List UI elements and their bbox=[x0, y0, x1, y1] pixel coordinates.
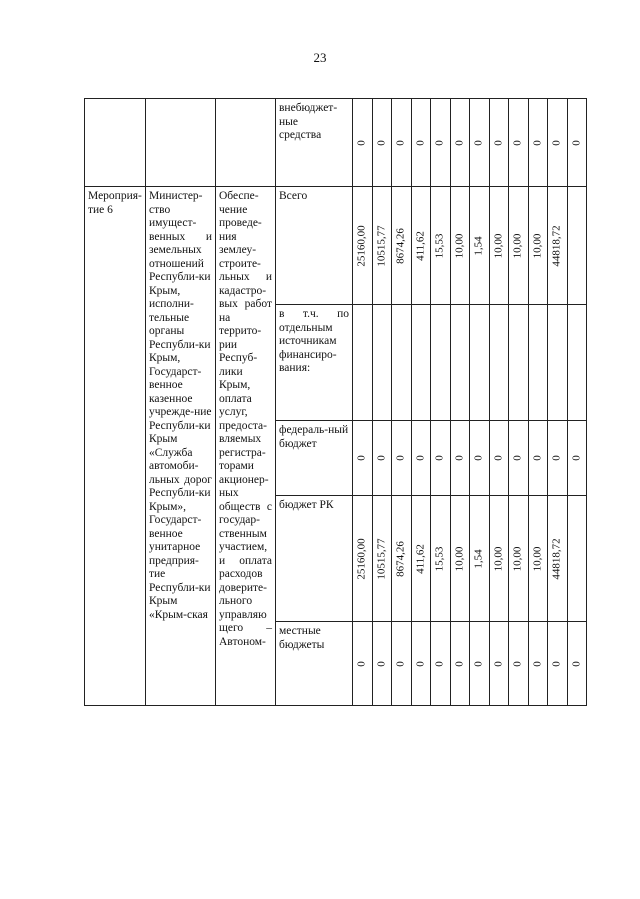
local-budgets-value: 0 bbox=[550, 660, 563, 667]
local-budgets-value-cell bbox=[528, 622, 548, 706]
offbudget-label-cell bbox=[276, 99, 353, 187]
local-budgets-value-cell bbox=[450, 622, 470, 706]
rk-budget-value: 8674,26 bbox=[394, 540, 407, 577]
offbudget-label: внебюджет- ные средства bbox=[279, 102, 338, 141]
local-budgets-value: 0 bbox=[355, 660, 368, 667]
local-budgets-value: 0 bbox=[433, 660, 446, 667]
federal-budget-label-cell bbox=[276, 421, 353, 496]
local-budgets-value: 0 bbox=[394, 660, 407, 667]
federal-budget-value: 0 bbox=[394, 455, 407, 461]
local-budgets-value: 0 bbox=[472, 660, 485, 667]
table-row-total bbox=[85, 187, 587, 305]
local-budgets-value: 0 bbox=[492, 660, 504, 667]
offbudget-value-cell bbox=[450, 99, 470, 187]
rk-budget-value-cell bbox=[528, 496, 548, 622]
total-value: 10,00 bbox=[511, 233, 524, 258]
federal-budget-value-cell bbox=[372, 421, 392, 496]
description-cell bbox=[216, 187, 276, 706]
local-budgets-value: 0 bbox=[453, 660, 465, 667]
local-budgets-value: 0 bbox=[531, 660, 543, 667]
empty-cell bbox=[146, 99, 216, 187]
rk-budget-value-cell bbox=[372, 496, 392, 622]
total-value: 10,00 bbox=[531, 233, 543, 258]
rk-budget-value: 44818,72 bbox=[550, 537, 563, 580]
total-value-cell bbox=[450, 187, 470, 305]
federal-budget-label: федераль-ный бюджет bbox=[279, 424, 349, 450]
rk-budget-label: бюджет РК bbox=[279, 499, 334, 511]
by-sources-value-cell bbox=[548, 305, 568, 421]
empty-cell bbox=[216, 99, 276, 187]
federal-budget-value: 0 bbox=[472, 455, 485, 461]
offbudget-value-cell bbox=[528, 99, 548, 187]
local-budgets-value: 0 bbox=[511, 660, 524, 667]
by-sources-value-cell bbox=[567, 305, 587, 421]
measure-name: Мероприя- тие 6 bbox=[88, 190, 142, 216]
executors-text: Министер-ство имущест-венных и земельных отношений Республи-ки Крым, исполни-тельные органы Республи-ки Крым, Государст-венное казенное учрежде-ние Республи-ки Крым «Служба автомоби-льных дорог Республи-ки Крым», Государст-венное унитарное предприя-тие Республи-ки Крым «Крым-ская bbox=[149, 190, 212, 621]
total-value: 10,00 bbox=[492, 233, 504, 258]
local-budgets-value-cell bbox=[489, 622, 509, 706]
local-budgets-value-cell bbox=[470, 622, 490, 706]
offbudget-value-cell bbox=[548, 99, 568, 187]
by-sources-value-cell bbox=[450, 305, 470, 421]
federal-budget-value-cell bbox=[567, 421, 587, 496]
executors-cell bbox=[146, 187, 216, 706]
federal-budget-value-cell bbox=[509, 421, 529, 496]
rk-budget-value: 10515,77 bbox=[375, 537, 387, 580]
total-value: 8674,26 bbox=[394, 227, 407, 264]
offbudget-value: 0 bbox=[511, 139, 524, 146]
total-value-cell bbox=[411, 187, 431, 305]
empty-cell bbox=[85, 99, 146, 187]
offbudget-value: 0 bbox=[453, 139, 465, 146]
total-value-cell bbox=[431, 187, 451, 305]
local-budgets-value-cell bbox=[509, 622, 529, 706]
rk-budget-label-cell bbox=[276, 496, 353, 622]
federal-budget-value-cell bbox=[528, 421, 548, 496]
total-value-cell bbox=[548, 187, 568, 305]
offbudget-value: 0 bbox=[394, 139, 407, 146]
offbudget-value: 0 bbox=[355, 139, 368, 146]
by-sources-value-cell bbox=[489, 305, 509, 421]
by-sources-value-cell bbox=[411, 305, 431, 421]
description-text: Обеспе-чение проведе-ния землеу-строите-льных и кадастро-вых работ на террито-рии Респуб-лики Крым, оплата услуг, предоста-вляемых регистра-торами акционер-ных обществ с государ-ственным участием, и оплата расходов доверите-льного управляю щего – Автоном- bbox=[219, 190, 272, 648]
offbudget-value: 0 bbox=[433, 139, 446, 146]
table-row-offbudget bbox=[85, 99, 587, 187]
local-budgets-value-cell bbox=[431, 622, 451, 706]
offbudget-value: 0 bbox=[531, 139, 543, 146]
federal-budget-value-cell bbox=[353, 421, 373, 496]
federal-budget-value-cell bbox=[489, 421, 509, 496]
local-budgets-value-cell bbox=[372, 622, 392, 706]
federal-budget-value: 0 bbox=[453, 455, 465, 461]
by-sources-value-cell bbox=[372, 305, 392, 421]
local-budgets-value-cell bbox=[392, 622, 412, 706]
rk-budget-value-cell bbox=[353, 496, 373, 622]
rk-budget-value-cell bbox=[392, 496, 412, 622]
local-budgets-value-cell bbox=[411, 622, 431, 706]
measure-name-cell bbox=[85, 187, 146, 706]
rk-budget-value-cell bbox=[431, 496, 451, 622]
total-value-cell bbox=[372, 187, 392, 305]
offbudget-value-cell bbox=[567, 99, 587, 187]
total-label-cell bbox=[276, 187, 353, 305]
offbudget-value: 0 bbox=[550, 139, 563, 146]
page-number: 23 bbox=[313, 50, 327, 65]
federal-budget-value-cell bbox=[431, 421, 451, 496]
by-sources-value-cell bbox=[392, 305, 412, 421]
offbudget-value: 0 bbox=[472, 139, 485, 146]
by-sources-value-cell bbox=[509, 305, 529, 421]
offbudget-value: 0 bbox=[492, 139, 504, 146]
rk-budget-value: 15,53 bbox=[433, 546, 446, 571]
local-budgets-label-cell bbox=[276, 622, 353, 706]
federal-budget-value: 0 bbox=[550, 455, 563, 461]
federal-budget-value-cell bbox=[450, 421, 470, 496]
federal-budget-value-cell bbox=[392, 421, 412, 496]
federal-budget-value-cell bbox=[411, 421, 431, 496]
total-value: 10515,77 bbox=[375, 224, 387, 267]
rk-budget-value: 411,62 bbox=[414, 543, 426, 574]
rk-budget-value-cell bbox=[509, 496, 529, 622]
federal-budget-value: 0 bbox=[511, 455, 524, 461]
total-value-cell bbox=[528, 187, 548, 305]
financing-table bbox=[84, 98, 587, 706]
offbudget-value-cell bbox=[411, 99, 431, 187]
federal-budget-value: 0 bbox=[355, 455, 368, 461]
offbudget-value-cell bbox=[431, 99, 451, 187]
rk-budget-value-cell bbox=[548, 496, 568, 622]
rk-budget-value: 10,00 bbox=[492, 546, 504, 571]
total-value: 25160,00 bbox=[355, 224, 368, 267]
rk-budget-value-cell bbox=[450, 496, 470, 622]
federal-budget-value: 0 bbox=[570, 455, 582, 461]
total-value: 1,54 bbox=[472, 235, 485, 256]
rk-budget-value: 25160,00 bbox=[355, 537, 368, 580]
rk-budget-value-cell bbox=[470, 496, 490, 622]
federal-budget-value: 0 bbox=[414, 455, 426, 461]
local-budgets-value-cell bbox=[353, 622, 373, 706]
by-sources-value-cell bbox=[528, 305, 548, 421]
total-value: 10,00 bbox=[453, 233, 465, 258]
rk-budget-value-cell bbox=[489, 496, 509, 622]
offbudget-value-cell bbox=[372, 99, 392, 187]
by-sources-value-cell bbox=[431, 305, 451, 421]
rk-budget-value: 10,00 bbox=[453, 546, 465, 571]
total-value: 15,53 bbox=[433, 233, 446, 258]
local-budgets-value: 0 bbox=[375, 660, 387, 667]
total-value: 44818,72 bbox=[550, 224, 563, 267]
federal-budget-value: 0 bbox=[433, 455, 446, 461]
local-budgets-label: местные бюджеты bbox=[279, 625, 325, 651]
federal-budget-value-cell bbox=[470, 421, 490, 496]
total-value-cell bbox=[470, 187, 490, 305]
total-value-cell bbox=[489, 187, 509, 305]
local-budgets-value: 0 bbox=[414, 660, 426, 667]
by-sources-label: в т.ч. по отдельным источникам финансиро-вания: bbox=[279, 308, 349, 374]
local-budgets-value-cell bbox=[567, 622, 587, 706]
federal-budget-value: 0 bbox=[531, 455, 543, 461]
total-value-cell bbox=[567, 187, 587, 305]
by-sources-label-cell bbox=[276, 305, 353, 421]
total-value-cell bbox=[392, 187, 412, 305]
offbudget-value-cell bbox=[509, 99, 529, 187]
offbudget-value: 0 bbox=[414, 139, 426, 146]
offbudget-value: 0 bbox=[570, 139, 582, 146]
federal-budget-value-cell bbox=[548, 421, 568, 496]
offbudget-value-cell bbox=[353, 99, 373, 187]
federal-budget-value: 0 bbox=[375, 455, 387, 461]
total-label: Всего bbox=[279, 190, 308, 202]
total-value-cell bbox=[509, 187, 529, 305]
by-sources-value-cell bbox=[470, 305, 490, 421]
rk-budget-value: 10,00 bbox=[531, 546, 543, 571]
offbudget-value-cell bbox=[489, 99, 509, 187]
offbudget-value-cell bbox=[392, 99, 412, 187]
by-sources-value-cell bbox=[353, 305, 373, 421]
offbudget-value-cell bbox=[470, 99, 490, 187]
rk-budget-value: 1,54 bbox=[472, 548, 485, 569]
total-value: 411,62 bbox=[414, 230, 426, 261]
federal-budget-value: 0 bbox=[492, 455, 504, 461]
rk-budget-value-cell bbox=[567, 496, 587, 622]
local-budgets-value-cell bbox=[548, 622, 568, 706]
rk-budget-value: 10,00 bbox=[511, 546, 524, 571]
offbudget-value: 0 bbox=[375, 139, 387, 146]
local-budgets-value: 0 bbox=[570, 660, 582, 667]
rk-budget-value-cell bbox=[411, 496, 431, 622]
total-value-cell bbox=[353, 187, 373, 305]
